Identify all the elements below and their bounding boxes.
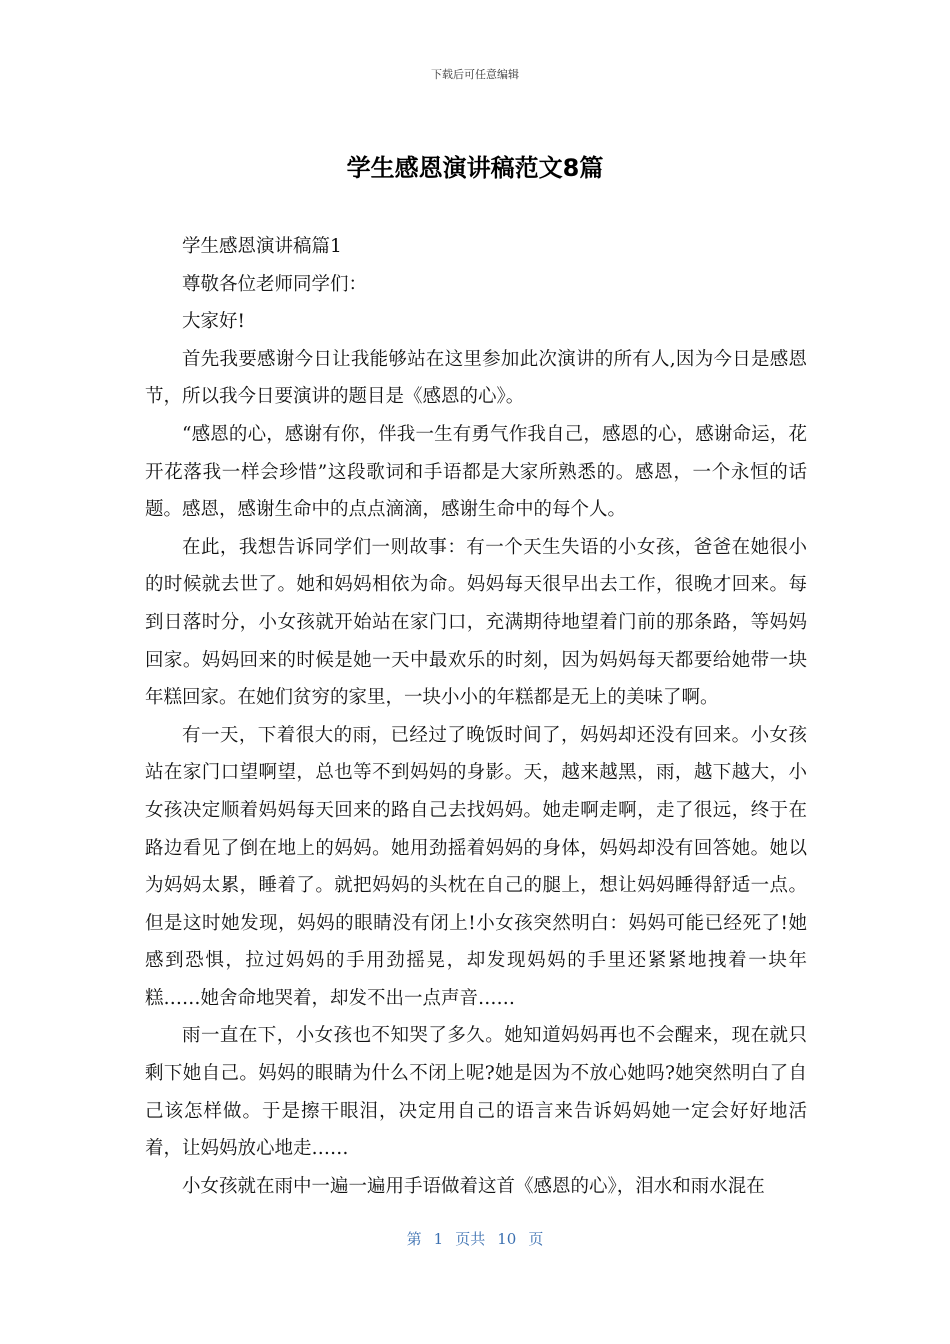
footer-page-number: 1 bbox=[433, 1230, 444, 1248]
paragraph-section-heading: 学生感恩演讲稿篇1 bbox=[182, 236, 342, 257]
paragraph-intro: 首先我要感谢今日让我能够站在这里参加此次演讲的所有人,因为今日是感恩节，所以我今日要演讲的题目是《感恩的心》。 bbox=[145, 348, 807, 408]
paragraph-greeting: 大家好! bbox=[182, 311, 245, 333]
page-footer bbox=[0, 1228, 950, 1249]
footer-total-pages: 10 bbox=[497, 1230, 517, 1248]
paragraph-story-start: 在此，我想告诉同学们一则故事：有一个天生失语的小女孩，爸爸在她很小的时候就去世了。她和妈妈相依为命。妈妈每天很早出去工作，很晚才回来。每到日落时分，小女孩就开始站在家门口，充满期待地望着门前的那条路，等妈妈回家。妈妈回来的时候是她一天中最欢乐的时刻，因为妈妈每天都要给她带一块年糕回家。在她们贫穷的家里，一块小小的年糕都是无上的美味了啊。 bbox=[145, 536, 807, 709]
page-header: 下载后可任意编辑 bbox=[431, 68, 519, 81]
footer-page-label: 第 bbox=[406, 1230, 422, 1248]
paragraph-rainy-day: 有一天，下着很大的雨，已经过了晚饭时间了，妈妈却还没有回来。小女孩站在家门口望啊望，总也等不到妈妈的身影。天，越来越黑，雨，越下越大，小女孩决定顺着妈妈每天回来的路自己去找妈妈。她走啊走啊，走了很远，终于在路边看见了倒在地上的妈妈。她用劲摇着妈妈的身体，妈妈却没有回答她。她以为妈妈太累，睡着了。就把妈妈的头枕在自己的腿上，想让妈妈睡得舒适一点。但是这时她发现，妈妈的眼睛没有闭上!小女孩突然明白：妈妈可能已经死了!她感到恐惧，拉过妈妈的手用劲摇晃，却发现妈妈的手里还紧紧地拽着一块年糕……她舍命地哭着，却发不出一点声音…… bbox=[145, 724, 807, 1009]
footer-page-suffix: 页共 bbox=[455, 1230, 486, 1248]
paragraph-rain-continues: 雨一直在下，小女孩也不知哭了多久。她知道妈妈再也不会醒来，现在就只剩下她自己。妈妈的眼睛为什么不闭上呢?她是因为不放心她吗?她突然明白了自己该怎样做。于是擦干眼泪，决定用自己的语言来告诉妈妈她一定会好好地活着，让妈妈放心地走…… bbox=[145, 1025, 807, 1160]
document-body bbox=[145, 228, 807, 1205]
document-title: 学生感恩演讲稿范文8篇 bbox=[346, 154, 604, 182]
paragraph-salutation: 尊敬各位老师同学们： bbox=[182, 273, 368, 295]
paragraph-song-lyrics: “感恩的心，感谢有你，伴我一生有勇气作我自己，感恩的心，感谢命运，花开花落我一样会珍惜”这段歌词和手语都是大家所熟悉的。感恩，一个永恒的话题。感恩，感谢生命中的点点滴滴，感谢生命中的每个人。 bbox=[145, 423, 807, 521]
footer-total-suffix: 页 bbox=[528, 1230, 544, 1248]
paragraph-sign-language: 小女孩就在雨中一遍一遍用手语做着这首《感恩的心》，泪水和雨水混在 bbox=[182, 1175, 765, 1197]
